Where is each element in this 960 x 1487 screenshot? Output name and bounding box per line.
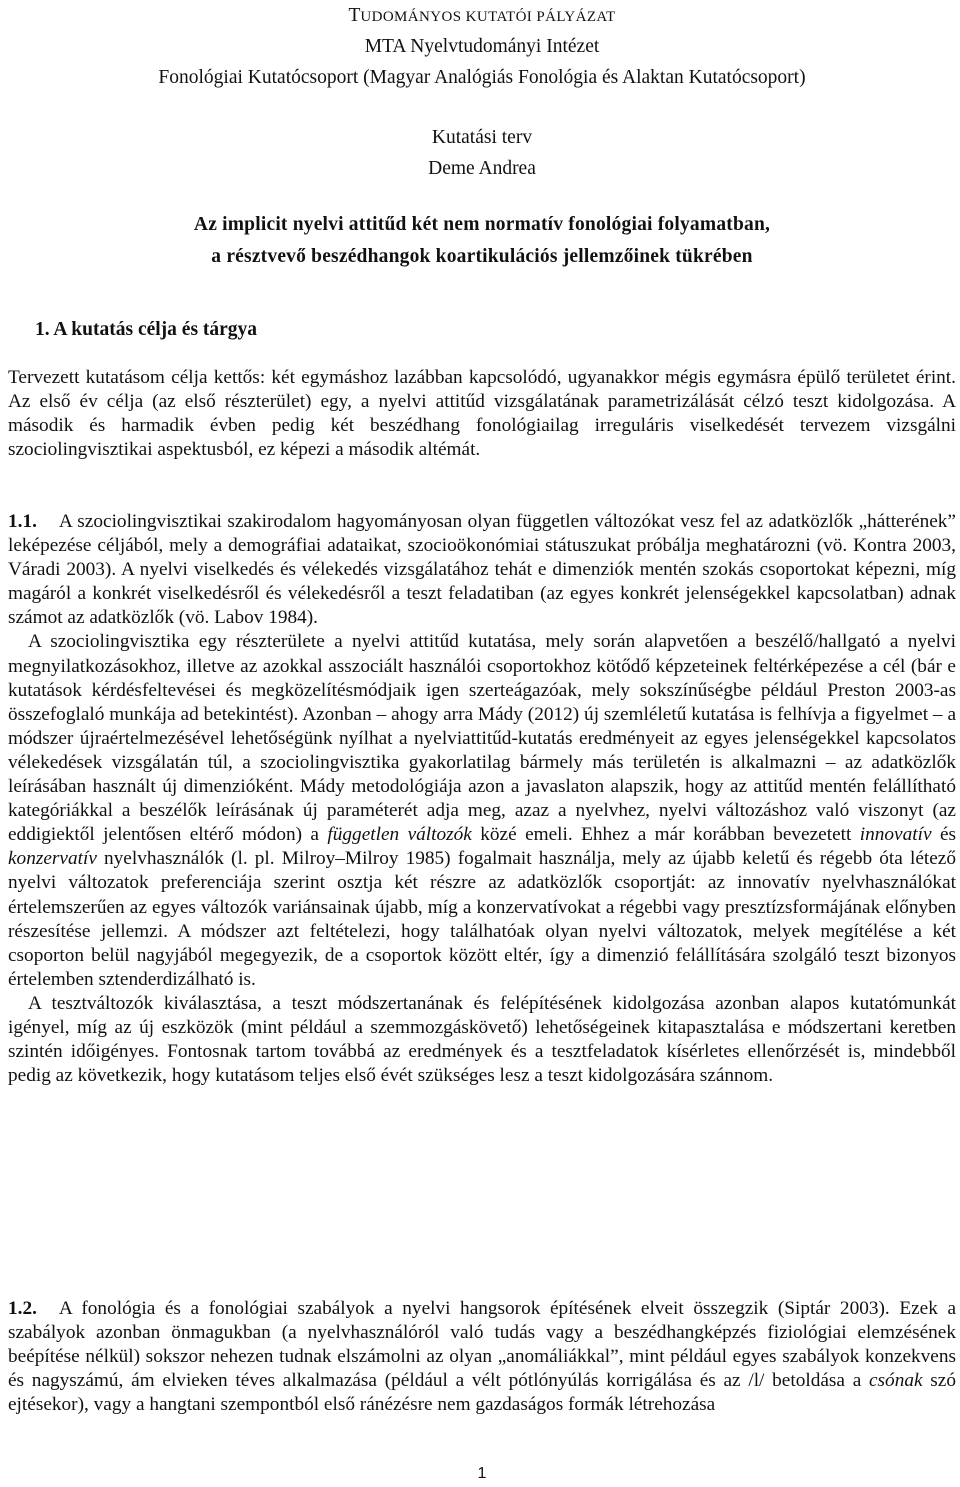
document-title-line-2: a résztvevő beszédhangok koartikulációs jellemzőinek tükrében bbox=[211, 246, 753, 267]
author-name: Deme Andrea bbox=[428, 158, 536, 179]
section-1-text: Tervezett kutatásom célja kettős: két egymáshoz lazábban kapcsolódó, ugyanakkor mégis egymásra épülő területet érint. Az első év célja (az első részterület) egy, a nyelvi attitűd vizsgálatának parametrizálását célzó teszt kidolgozása. A második és harmadik évben pedig két beszédhang fonológiailag irreguláris viselkedését tervezem vizsgálni szociolingvisztikai aspektusból, ez képezi a második altémát. bbox=[8, 367, 956, 461]
section-1-2-paragraph-1: 1.2. A fonológia és a fonológiai szabályok a nyelvi hangsorok építésének elveit összegzik (Siptár 2003). Ezek a szabályok azonban önmagukban (a nyelvhasználóról való tudás vagy a beszédhangképzés fiziológiai elemzésének beépítése nélkül) sokszor nehezen tudnak elszámolni az olyan „anomáliákkal”, mint például egyes szabályok konzekvens és nagyszámú, ám elvieken téves alkalmazása (például a vélt pótlónyúlás korrigálása és az /l/ betoldása a csónak szó ejtésekor), vagy a hangtani szempontból első ránézésre nem gazdaságos formák létrehozása bbox=[8, 1298, 956, 1416]
document-title-line-1: Az implicit nyelvi attitűd két nem normatív fonológiai folyamatban, bbox=[193, 214, 771, 235]
section-1-1-number: 1.1. bbox=[8, 511, 37, 532]
section-1-paragraph bbox=[8, 366, 956, 462]
section-1-1-paragraph-3: A tesztváltozók kiválasztása, a teszt módszertanának és felépítésének kidolgozása azonban alapos kutatómunkát igényel, míg az új eszközök (mint például a szemmozgáskövető) lehetőségeinek kitapasztalása e módszertani keretben szintén időigényes. Fontosnak tartom továbbá az eredmények és a tesztfeladatok kísérletes ellenőrzését is, mindebből pedig az következik, hogy kutatásom teljes első évét szükséges lesz a teszt kidolgozására szánnom. bbox=[8, 992, 956, 1087]
grant-type: TUDOMÁNYOS KUTATÓI PÁLYÁZAT bbox=[348, 5, 616, 26]
section-1-2-body bbox=[8, 1297, 956, 1417]
plan-label: Kutatási terv bbox=[431, 127, 533, 148]
research-group: Fonológiai Kutatócsoport (Magyar Analógiás Fonológia és Alaktan Kutatócsoport) bbox=[158, 67, 806, 88]
section-1-1-body bbox=[8, 510, 956, 1088]
institute-name: MTA Nyelvtudományi Intézet bbox=[364, 36, 600, 57]
section-1-1-paragraph-1: 1.1. A szociolingvisztikai szakirodalom hagyományosan olyan független változókat vesz fel az adatközlők „hátterének” leképezése céljából, mely a demográfiai adataikat, szocioökonómiai státuszukat próbálja meghatározni (vö. Kontra 2003, Váradi 2003). A nyelvi viselkedés és vélekedés vizsgálatához tehát e dimenziók mentén szokás csoportokat képezni, míg magáról a konkrét viselkedésről és vélekedésről a teszt feladatiban (az egyes konkrét jelenségekkel kapcsolatban) adnak számot az adatközlők (vö. Labov 1984). bbox=[8, 511, 956, 629]
section-1-heading: 1. A kutatás célja és tárgya bbox=[35, 319, 258, 340]
page-number: 1 bbox=[477, 1465, 487, 1482]
section-1-2-number: 1.2. bbox=[8, 1298, 37, 1319]
section-1-1-paragraph-2: A szociolingvisztika egy részterülete a nyelvi attitűd kutatása, mely során alapvetően a beszélő/hallgató a nyelvi megnyilatkozásokhoz, illetve az azokkal asszociált használói csoportokhoz kötődő képzeteinek feltérképezése a cél (bár e kutatások kérdésfeltevései és megközelítésmódjaik igen szerteágazóak, mely sokszínűségbe például Preston 2003-as összefoglaló munkája ad betekintést). Azonban – ahogy arra Mády (2012) új szemléletű kutatása is felhívja a figyelmet – a módszer újraértelmezésével lehetőségünk nyílhat a nyelviattitűd-kutatás eredményeit az egyes jelenségekkel kapcsolatos vélekedések vizsgálatán túl, a szociolingvisztika gyakorlatilag bármely más területén is alkalmazni – az adatközlők leírásában használt új dimenzióként. Mády metodológiája azon a javaslaton alapszik, hogy az attitűd mentén felállítható kategóriákkal a beszélők leírásának új paraméterét adja meg, azaz a nyelvhez, nyelvi változáshoz való viszonyt (az eddigiektől jelentősen eltérő módon) a független változók közé emeli. Ehhez a már korábban bevezetett innovatív és konzervatív nyelvhasználók (l. pl. Milroy–Milroy 1985) fogalmait használja, mely az újabb keletű és régebb óta létező nyelvi változatok preferenciája szerint osztja két részre az adatközlők csoportját: az innovatív nyelvhasználókat értelemszerűen az egyes változók variánsainak újabb, míg a konzervatívokat a régebbi vagy presztízsformájának előnyben részesítése jellemzi. A módszer azt feltételezi, hogy találhatóak olyan nyelvi változatok, melyek megítélése a két csoporton belül nagyjából megegyezik, de a csoportok között eltér, így a dimenzió felállítására szolgáló teszt bizonyos értelemben sztenderdizálható is. bbox=[8, 631, 957, 990]
